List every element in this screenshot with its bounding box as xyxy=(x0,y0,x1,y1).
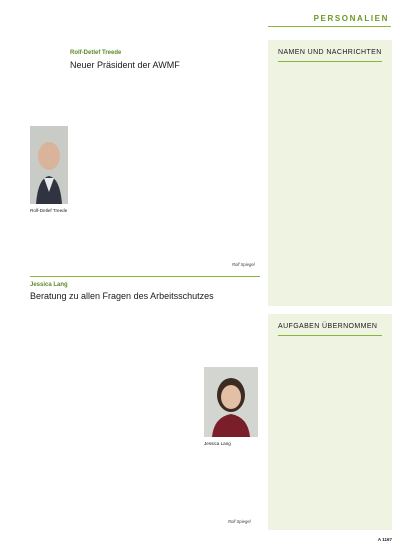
article-1-photo xyxy=(30,126,68,204)
article-1-photo-caption: Rolf-Detlef Treede xyxy=(30,208,68,213)
article-1-text-col-2 xyxy=(166,72,258,258)
article-1-credit: Rolf Spiegel xyxy=(232,262,255,267)
sidebar-names-news-text xyxy=(278,66,382,298)
article-2-photo-caption: Jessica Lang xyxy=(204,441,231,446)
header-rule xyxy=(268,26,391,27)
sidebar-names-news-rule xyxy=(278,61,382,62)
article-2-headline: Beratung zu allen Fragen des Arbeitsschutzes xyxy=(30,291,214,301)
portrait-photo xyxy=(204,367,258,437)
sidebar-tasks-title: AUFGABEN ÜBERNOMMEN xyxy=(278,323,378,330)
article-2-credit: Rolf Spiegel xyxy=(228,519,251,524)
sidebar-names-news-title: NAMEN UND NACHRICHTEN xyxy=(278,49,382,56)
section-label: PERSONALIEN xyxy=(313,14,389,23)
sidebar-names-news xyxy=(268,40,392,306)
portrait-photo xyxy=(30,126,68,204)
article-1-headline: Neuer Präsident der AWMF xyxy=(70,60,180,70)
article-2-text-col-1 xyxy=(30,305,140,517)
sidebar-tasks-rule xyxy=(278,335,382,336)
sidebar-tasks-text xyxy=(278,340,382,524)
article-2-name: Jessica Lang xyxy=(30,282,68,288)
article-divider xyxy=(30,276,260,277)
article-2-photo xyxy=(204,367,258,437)
article-1-text-col-1 xyxy=(72,72,164,268)
article-1-name: Rolf-Detlef Treede xyxy=(70,50,122,56)
sidebar-tasks xyxy=(268,314,392,530)
footer-page-number: A 1167 xyxy=(377,537,392,542)
